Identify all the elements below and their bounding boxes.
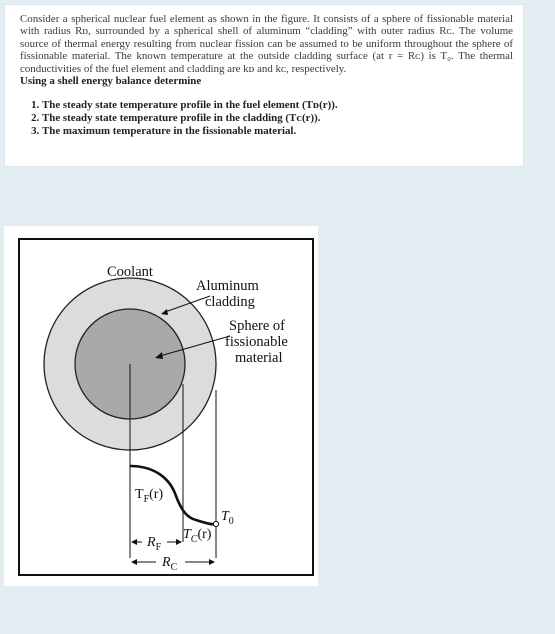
cladding-label: cladding [205, 294, 255, 310]
sphere-label: Sphere of [229, 318, 285, 334]
intro-line: (at r = Rᴄ) is T₀. The thermal conductivities of the fuel element and cladding are kᴅ and kᴄ, respectively. [20, 50, 513, 75]
task-item: 2. The steady state temperature profile in the cladding (Tᴄ(r)). [42, 112, 513, 125]
problem-intro [20, 13, 513, 75]
tc-argument: (r) [197, 527, 212, 542]
tc-symbol: T [183, 527, 191, 542]
fuel-element-diagram [20, 240, 312, 574]
rf-arrowhead-left [131, 539, 137, 545]
rf-label [146, 535, 162, 553]
figure-frame [18, 238, 314, 576]
rc-label [161, 555, 178, 573]
sphere-label: fissionable [225, 334, 288, 350]
tf-label [135, 487, 163, 505]
t0-subscript: 0 [228, 516, 234, 527]
tf-argument: (r) [149, 487, 164, 502]
tf-symbol: T [135, 487, 144, 502]
coolant-label: Coolant [107, 264, 153, 280]
rc-symbol: R [162, 555, 171, 570]
t0-point [213, 521, 218, 526]
task-item: 1. The steady state temperature profile in the fuel element (Tᴅ(r)). [42, 99, 513, 112]
intro-line: Consider a spherical nuclear fuel element as shown in the figure. It consists of a sphere of fissionable [20, 13, 474, 25]
intro-line: The volume source of thermal energy resulting from nuclear fission can be assumed to be uniform [20, 25, 513, 50]
problem-statement [4, 4, 524, 167]
task-list [20, 99, 513, 137]
intro-line: material with radius Rᴅ, surrounded by a spherical shell of aluminum “cladding” with outer radius Rᴄ. [20, 13, 513, 38]
cladding-label: Aluminum [196, 278, 259, 294]
t0-label [221, 509, 234, 527]
rc-subscript: C [170, 562, 178, 573]
figure-panel [4, 226, 318, 586]
rf-arrowhead-right [176, 539, 182, 545]
intro-line: throughout the sphere of fissionable material. The known temperature at the outside cladding surface [20, 37, 513, 63]
task-item: 3. The maximum temperature in the fissionable material. [42, 125, 513, 138]
problem-lead: Using a shell energy balance determine [20, 75, 202, 88]
tf-subscript: F [143, 494, 150, 505]
tc-label [183, 527, 212, 545]
rf-subscript: F [155, 542, 162, 553]
tc-subscript: C [190, 534, 198, 545]
rf-symbol: R [147, 535, 156, 550]
rc-arrowhead-left [131, 559, 137, 565]
sphere-label: material [235, 350, 283, 366]
t0-symbol: T [221, 509, 229, 524]
rc-arrowhead-right [209, 559, 215, 565]
